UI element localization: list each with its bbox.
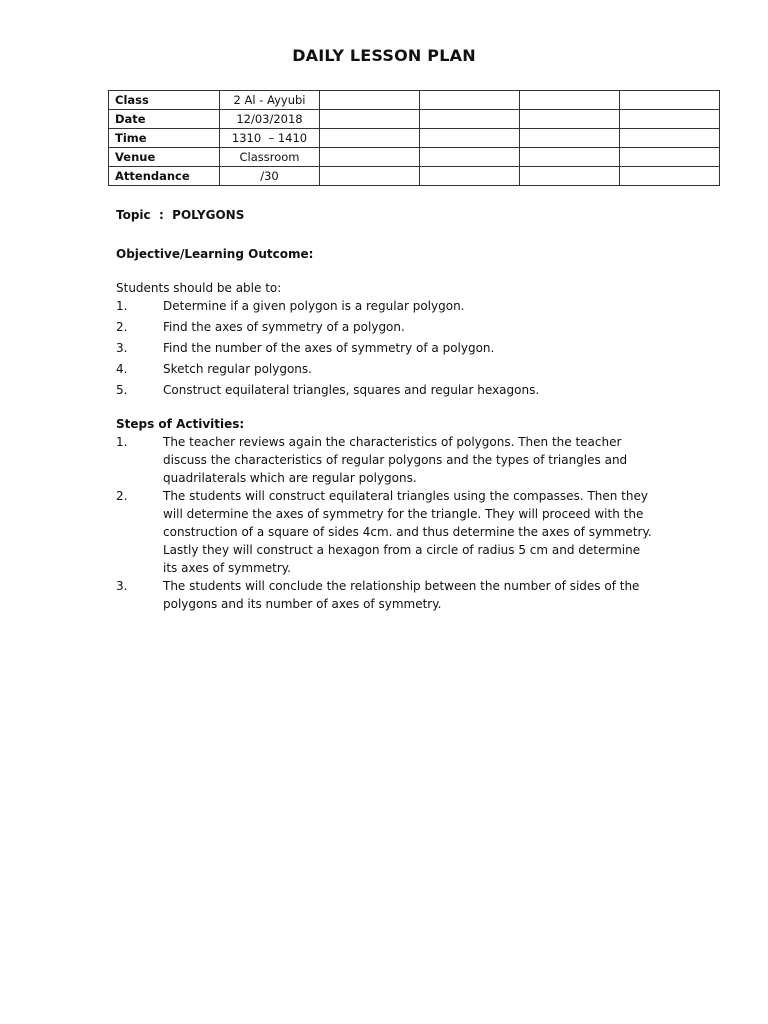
list-item (116, 381, 656, 399)
table-row (109, 167, 720, 186)
empty-cell (420, 110, 520, 129)
attendance-value: /30 (220, 167, 320, 186)
class-label: Class (109, 91, 220, 110)
empty-cell (420, 148, 520, 167)
class-value: 2 Al - Ayyubi (220, 91, 320, 110)
item-number: 5. (116, 383, 128, 397)
steps-heading: Steps of Activities: (116, 417, 245, 431)
item-text: The teacher reviews again the characteristics of polygons. Then the teacher discuss the characteristics of regular polygons and the types of triangles and quadrilaterals which are regular polygons. (163, 435, 628, 485)
lesson-info-table (108, 90, 720, 186)
table-row (109, 91, 720, 110)
empty-cell (420, 167, 520, 186)
empty-cell (520, 148, 620, 167)
objective-heading: Objective/Learning Outcome: (116, 247, 314, 261)
item-number: 1. (116, 435, 128, 449)
empty-cell (620, 91, 720, 110)
table-row (109, 110, 720, 129)
item-text: The students will conclude the relationship between the number of sides of the polygons and its number of axes of symmetry. (163, 579, 640, 611)
list-item (116, 487, 656, 577)
table-row (109, 148, 720, 167)
empty-cell (320, 167, 420, 186)
venue-value: Classroom (220, 148, 320, 167)
list-item (116, 360, 656, 378)
lesson-content (116, 206, 656, 613)
list-item (116, 339, 656, 357)
empty-cell (420, 129, 520, 148)
date-label: Date (109, 110, 220, 129)
item-text: Sketch regular polygons. (163, 362, 312, 376)
steps-list (116, 433, 656, 613)
table-row (109, 129, 720, 148)
item-number: 2. (116, 489, 128, 503)
item-number: 2. (116, 320, 128, 334)
empty-cell (320, 110, 420, 129)
list-item (116, 297, 656, 315)
objectives-list (116, 297, 656, 399)
attendance-label: Attendance (109, 167, 220, 186)
item-text: Determine if a given polygon is a regular polygon. (163, 299, 465, 313)
item-number: 3. (116, 341, 128, 355)
item-number: 3. (116, 579, 128, 593)
empty-cell (420, 91, 520, 110)
item-text: Construct equilateral triangles, squares and regular hexagons. (163, 383, 540, 397)
date-value: 12/03/2018 (220, 110, 320, 129)
empty-cell (520, 91, 620, 110)
empty-cell (620, 110, 720, 129)
time-value: 1310 – 1410 (220, 129, 320, 148)
venue-label: Venue (109, 148, 220, 167)
time-label: Time (109, 129, 220, 148)
empty-cell (320, 129, 420, 148)
empty-cell (620, 129, 720, 148)
item-text: Find the axes of symmetry of a polygon. (163, 320, 405, 334)
students-intro: Students should be able to: (116, 281, 282, 295)
list-item (116, 318, 656, 336)
empty-cell (620, 167, 720, 186)
empty-cell (520, 110, 620, 129)
list-item (116, 433, 656, 487)
topic-line: Topic : POLYGONS (116, 208, 245, 222)
empty-cell (620, 148, 720, 167)
item-text: Find the number of the axes of symmetry of a polygon. (163, 341, 495, 355)
document-title: DAILY LESSON PLAN (292, 46, 476, 65)
empty-cell (520, 167, 620, 186)
empty-cell (320, 91, 420, 110)
empty-cell (520, 129, 620, 148)
list-item (116, 577, 656, 613)
item-number: 4. (116, 362, 128, 376)
empty-cell (320, 148, 420, 167)
item-text: The students will construct equilateral triangles using the compasses. Then they will determine the axes of symmetry for the triangle. They will proceed with the construction of a square of sides 4cm. and thus determine the axes of symmetry. Lastly they will construct a hexagon from a circle of radius 5 cm and determine its axes of symmetry. (163, 489, 652, 575)
item-number: 1. (116, 299, 128, 313)
